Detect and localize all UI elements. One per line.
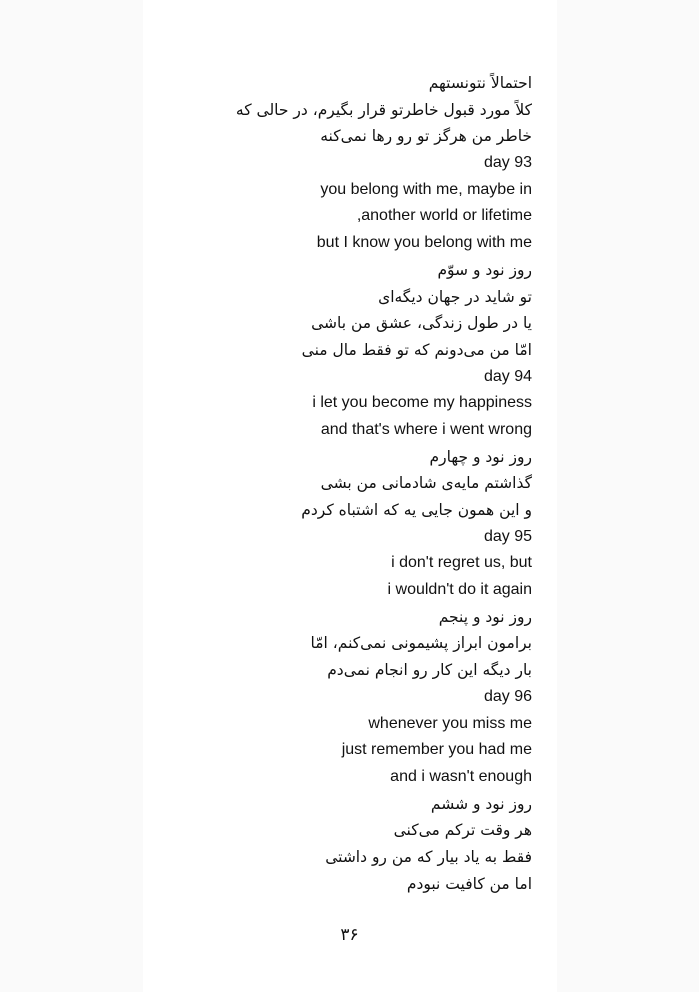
- english-text-line: day 96: [483, 687, 532, 705]
- english-text-line: i let you become my happiness: [312, 394, 532, 412]
- persian-text-line: یا در طول زندگی، عشق من باشی: [311, 314, 532, 333]
- persian-text-line: احتمالاً نتونستهم: [428, 74, 532, 92]
- persian-text-line: کلاً مورد قبول خاطرتو قرار بگیرم، در حالی که: [235, 100, 532, 119]
- persian-text-line: امّا من می‌دونم که تو فقط مال منی: [301, 340, 532, 359]
- english-text-line: you belong with me, maybe in: [320, 180, 532, 198]
- english-text-line: ,another world or lifetime: [356, 207, 532, 225]
- english-text-line: and that's where i went wrong: [320, 420, 532, 438]
- persian-text-line: روز نود و ششم: [430, 794, 532, 813]
- poem-text-block: [152, 70, 532, 897]
- persian-text-line: روز نود و پنجم: [438, 607, 532, 626]
- persian-text-line: برامون ابراز پشیمونی نمی‌کنم، امّا: [310, 634, 532, 653]
- persian-text-line: گذاشتم مایه‌ی شادمانی من بشی: [320, 474, 532, 493]
- persian-text-line: اما من کافیت نبودم: [406, 874, 532, 893]
- persian-text-line: تو شاید در جهان دیگه‌ای: [378, 287, 532, 306]
- english-text-line: just remember you had me: [341, 741, 532, 759]
- english-text-line: day 95: [483, 527, 532, 545]
- persian-text-line: فقط به یاد بیار که من رو داشتی: [325, 847, 532, 866]
- persian-text-line: روز نود و سوّم: [437, 260, 532, 279]
- persian-text-line: روز نود و چهارم: [429, 447, 532, 466]
- english-text-line: and i wasn't enough: [390, 767, 532, 785]
- english-text-line: i don't regret us, but: [391, 554, 532, 572]
- persian-text-line: خاطر من هرگز تو رو رها نمی‌کنه: [320, 127, 532, 146]
- persian-text-line: بار دیگه این کار رو انجام نمی‌دم: [327, 661, 532, 680]
- english-text-line: whenever you miss me: [368, 714, 532, 732]
- english-text-line: i wouldn't do it again: [387, 581, 532, 599]
- page-number: ۳۶: [340, 925, 359, 945]
- english-text-line: day 93: [483, 154, 532, 172]
- persian-text-line: و این همون جایی یه که اشتباه کردم: [301, 501, 532, 519]
- english-text-line: day 94: [483, 367, 532, 385]
- persian-text-line: هر وقت ترکم می‌کنی: [393, 821, 532, 840]
- english-text-line: but I know you belong with me: [316, 234, 532, 252]
